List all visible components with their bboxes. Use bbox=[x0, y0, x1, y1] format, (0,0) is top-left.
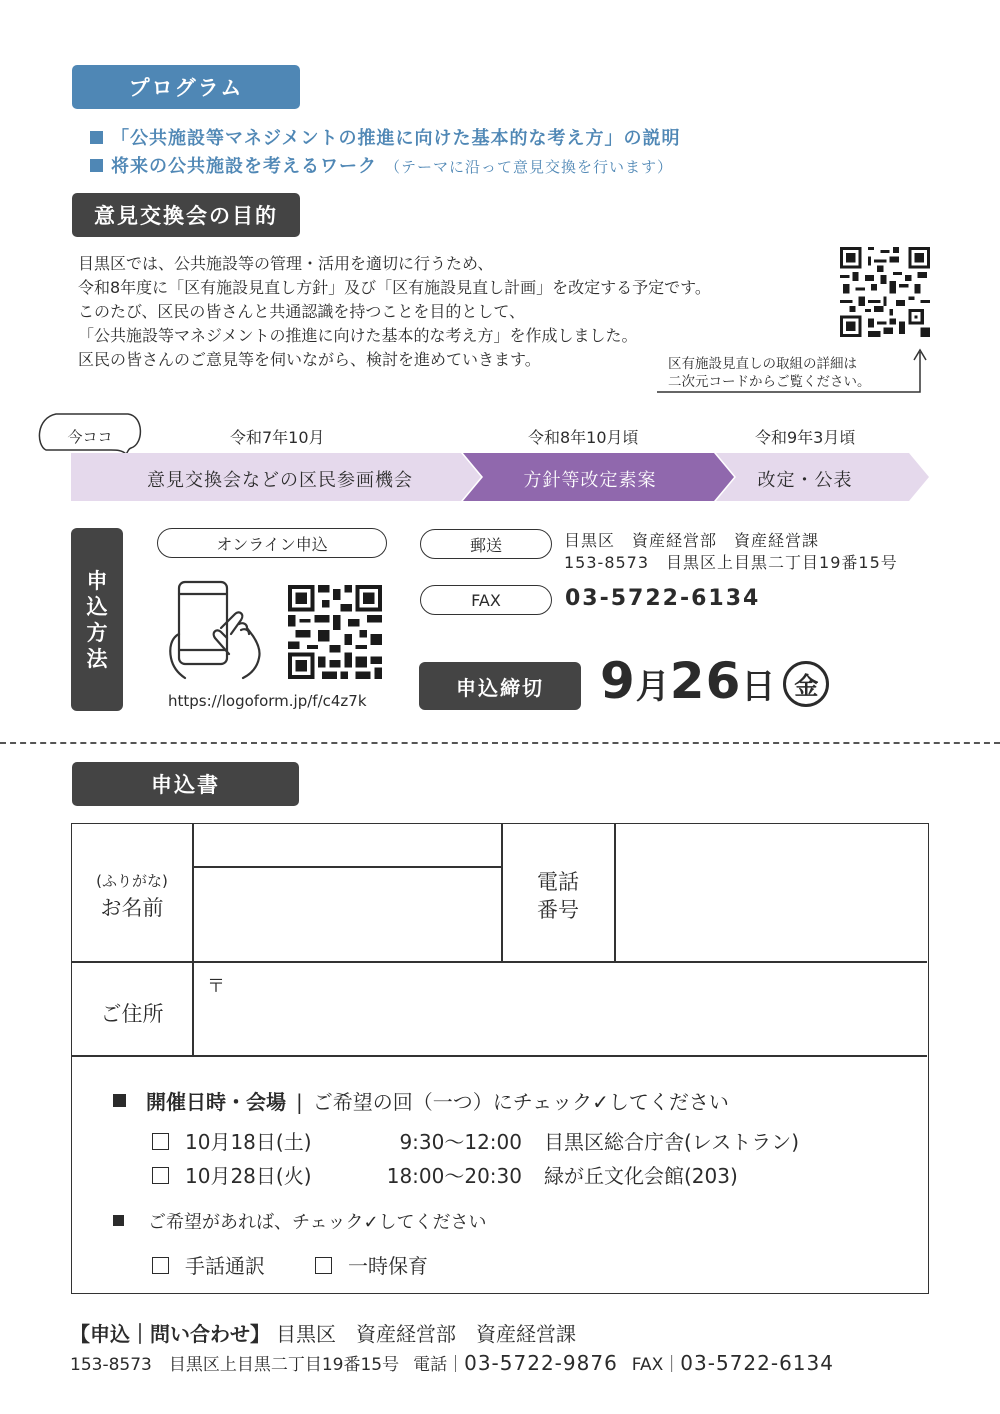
qr-arrow-icon bbox=[655, 346, 930, 396]
apply-method-char: 申 bbox=[86, 568, 108, 593]
option-1-checkbox[interactable] bbox=[152, 1257, 169, 1274]
schedule-separator: | bbox=[296, 1090, 303, 1114]
deadline-day-unit: 日 bbox=[741, 667, 776, 707]
footer-fax: 03-5722-6134 bbox=[680, 1351, 834, 1375]
purpose-heading: 意見交換会の目的 bbox=[72, 193, 300, 237]
program-heading: プログラム bbox=[72, 65, 300, 109]
bullet-square-icon bbox=[90, 159, 103, 172]
furigana-label: (ふりがな) bbox=[96, 872, 168, 890]
apply-method-char: 方 bbox=[86, 620, 108, 645]
bullet-square-icon bbox=[113, 1215, 124, 1226]
session-1-date: 10月18日(土) bbox=[185, 1130, 312, 1154]
mail-address bbox=[564, 530, 898, 574]
footer-contact-dept: 目黒区 資産経営部 資産経営課 bbox=[276, 1322, 576, 1346]
footer-address: 153-8573 目黒区上目黒二丁目19番15号 bbox=[70, 1355, 400, 1375]
schedule-header bbox=[113, 1086, 729, 1115]
option-2-checkbox[interactable] bbox=[315, 1257, 332, 1274]
apply-qr-code-icon[interactable] bbox=[288, 585, 382, 679]
session-2-checkbox[interactable] bbox=[152, 1167, 169, 1184]
apply-url-link[interactable]: https://logoform.jp/f/c4z7k bbox=[168, 692, 367, 710]
mail-label: 郵送 bbox=[420, 529, 552, 559]
footer-phone: 03-5722-9876 bbox=[464, 1351, 618, 1375]
mail-address-line-1: 目黒区 資産経営部 資産経営課 bbox=[564, 531, 820, 550]
deadline-month: 9 bbox=[600, 652, 636, 710]
program-item-1 bbox=[90, 124, 680, 150]
purpose-line: このたび、区民の皆さんと共通認識を持つことを目的として、 bbox=[78, 302, 526, 321]
name-label: お名前 bbox=[100, 896, 164, 920]
deadline-day: 26 bbox=[669, 652, 742, 710]
form-heading: 申込書 bbox=[72, 762, 299, 806]
session-2-date: 10月28日(火) bbox=[185, 1164, 312, 1188]
schedule-title: 開催日時・会場 bbox=[146, 1090, 286, 1114]
deadline-month-unit: 月 bbox=[635, 667, 670, 707]
program-item-1-text: 「公共施設等マネジメントの推進に向けた基本的な考え方」の説明 bbox=[111, 128, 681, 149]
qr-code-icon[interactable] bbox=[840, 247, 930, 337]
footer-phone-label: 電話｜ bbox=[413, 1355, 465, 1375]
session-2-venue: 緑が丘文化会館(203) bbox=[544, 1164, 738, 1188]
program-item-2 bbox=[90, 152, 673, 178]
options-header bbox=[113, 1208, 487, 1234]
purpose-line: 区民の皆さんのご意見等を伺いながら、検討を進めていきます。 bbox=[78, 350, 541, 369]
options-instruction: ご希望があれば、チェック✓してください bbox=[148, 1212, 487, 1233]
option-2-label: 一時保育 bbox=[348, 1254, 428, 1278]
cut-line bbox=[0, 742, 1000, 744]
furigana-input[interactable] bbox=[194, 825, 500, 865]
phone-input[interactable] bbox=[616, 825, 926, 960]
timeline-date-1: 令和7年10月 bbox=[230, 428, 325, 447]
program-item-2-note: （テーマに沿って意見交換を行います） bbox=[385, 158, 674, 176]
footer-contact bbox=[70, 1318, 576, 1347]
deadline-weekday: 金 bbox=[783, 661, 829, 707]
phone-label-line-2: 番号 bbox=[537, 898, 579, 922]
apply-method-char: 込 bbox=[86, 594, 108, 619]
session-1-time: 9:30〜12:00 bbox=[399, 1130, 522, 1154]
session-2-time: 18:00〜20:30 bbox=[386, 1164, 522, 1188]
session-1-venue: 目黒区総合庁舎(レストラン) bbox=[544, 1130, 800, 1154]
timeline-stage-3: 改定・公表 bbox=[757, 470, 853, 491]
name-input[interactable] bbox=[194, 868, 500, 960]
schedule-instruction: ご希望の回（一つ）にチェック✓してください bbox=[312, 1090, 729, 1114]
bullet-square-icon bbox=[113, 1094, 126, 1107]
options-row bbox=[152, 1250, 428, 1279]
smartphone-hand-icon bbox=[165, 578, 275, 682]
online-apply-label: オンライン申込 bbox=[157, 528, 387, 558]
address-label: ご住所 bbox=[100, 1002, 164, 1026]
session-row-2 bbox=[152, 1160, 738, 1189]
timeline-date-2: 令和8年10月頃 bbox=[528, 428, 639, 447]
session-row-1 bbox=[152, 1126, 799, 1155]
qr-note-line-1: 区有施設見直しの取組の詳細は bbox=[668, 356, 857, 372]
option-1-label: 手話通訳 bbox=[185, 1254, 265, 1278]
purpose-line: 「公共施設等マネジメントの推進に向けた基本的な考え方」を作成しました。 bbox=[78, 326, 638, 345]
apply-method-tab bbox=[71, 528, 123, 711]
purpose-line: 令和8年度に「区有施設見直し方針」及び「区有施設見直し計画」を改定する予定です。 bbox=[78, 278, 711, 297]
fax-label: FAX bbox=[420, 585, 552, 615]
form-divider bbox=[72, 1055, 927, 1057]
mail-address-line-2: 153-8573 目黒区上目黒二丁目19番15号 bbox=[564, 553, 898, 572]
session-1-checkbox[interactable] bbox=[152, 1133, 169, 1150]
apply-method-char: 法 bbox=[86, 646, 108, 671]
postal-mark: 〒 bbox=[207, 976, 225, 997]
timeline-stage-1: 意見交換会などの区民参画機会 bbox=[147, 470, 413, 491]
phone-label bbox=[502, 868, 614, 924]
purpose-line: 目黒区では、公共施設等の管理・活用を適切に行うため、 bbox=[78, 254, 494, 273]
qr-note-line-2: 二次元コードからご覧ください。 bbox=[668, 374, 871, 390]
bullet-square-icon bbox=[90, 131, 103, 144]
footer-contact-label: 【申込｜問い合わせ】 bbox=[70, 1322, 270, 1346]
phone-label-line-1: 電話 bbox=[537, 870, 579, 894]
address-input[interactable] bbox=[194, 963, 926, 1054]
timeline-stage-2: 方針等改定素案 bbox=[523, 470, 657, 491]
program-item-2-text: 将来の公共施設を考えるワーク bbox=[111, 156, 377, 177]
purpose-text bbox=[78, 252, 711, 372]
timeline-date-3: 令和9年3月頃 bbox=[755, 428, 856, 447]
footer-address-line bbox=[70, 1350, 834, 1375]
now-bubble-label: 今ココ bbox=[67, 428, 113, 446]
fax-number: 03-5722-6134 bbox=[565, 586, 761, 611]
deadline-date bbox=[600, 652, 829, 711]
deadline-label: 申込締切 bbox=[419, 662, 581, 710]
footer-fax-label: FAX｜ bbox=[631, 1355, 681, 1375]
